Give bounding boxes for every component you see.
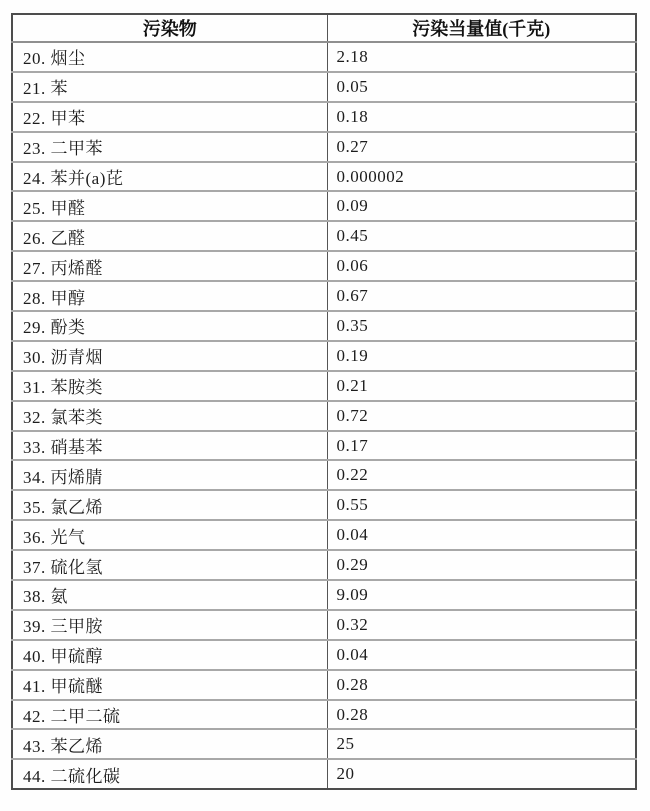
pollutant-cell: 30. 沥青烟 xyxy=(12,341,327,371)
pollutant-cell: 25. 甲醛 xyxy=(12,191,327,221)
equivalent-value-cell: 0.000002 xyxy=(327,162,636,192)
equivalent-value-cell: 0.18 xyxy=(327,102,636,132)
pollutant-cell: 22. 甲苯 xyxy=(12,102,327,132)
equivalent-value-cell: 0.27 xyxy=(327,132,636,162)
equivalent-value-cell: 0.06 xyxy=(327,251,636,281)
header-equivalent-value: 污染当量值(千克) xyxy=(327,14,636,42)
equivalent-value-cell: 9.09 xyxy=(327,580,636,610)
pollutant-cell: 27. 丙烯醛 xyxy=(12,251,327,281)
equivalent-value-cell: 0.72 xyxy=(327,401,636,431)
table-row xyxy=(12,281,636,311)
equivalent-value-cell: 0.32 xyxy=(327,610,636,640)
table-row xyxy=(12,610,636,640)
equivalent-value-cell: 0.17 xyxy=(327,431,636,461)
pollutant-cell: 29. 酚类 xyxy=(12,311,327,341)
equivalent-value-cell: 0.28 xyxy=(327,670,636,700)
pollutant-cell: 40. 甲硫醇 xyxy=(12,640,327,670)
table-row xyxy=(12,311,636,341)
equivalent-value-cell: 0.04 xyxy=(327,520,636,550)
pollutant-cell: 43. 苯乙烯 xyxy=(12,729,327,759)
pollutant-cell: 26. 乙醛 xyxy=(12,221,327,251)
pollutant-cell: 42. 二甲二硫 xyxy=(12,700,327,730)
pollutant-cell: 21. 苯 xyxy=(12,72,327,102)
equivalent-value-cell: 2.18 xyxy=(327,42,636,72)
table-row xyxy=(12,550,636,580)
table-row xyxy=(12,490,636,520)
equivalent-value-cell: 0.21 xyxy=(327,371,636,401)
equivalent-value-cell: 20 xyxy=(327,759,636,789)
table-row xyxy=(12,132,636,162)
pollutant-cell: 23. 二甲苯 xyxy=(12,132,327,162)
equivalent-value-cell: 0.04 xyxy=(327,640,636,670)
table-row xyxy=(12,401,636,431)
table-row xyxy=(12,700,636,730)
equivalent-value-cell: 0.35 xyxy=(327,311,636,341)
equivalent-value-cell: 0.67 xyxy=(327,281,636,311)
pollutant-cell: 33. 硝基苯 xyxy=(12,431,327,461)
pollutant-cell: 32. 氯苯类 xyxy=(12,401,327,431)
equivalent-value-cell: 0.05 xyxy=(327,72,636,102)
equivalent-value-cell: 0.28 xyxy=(327,700,636,730)
table-row xyxy=(12,221,636,251)
table-row xyxy=(12,759,636,789)
header-pollutant: 污染物 xyxy=(12,14,327,42)
table-row xyxy=(12,102,636,132)
equivalent-value-cell: 0.09 xyxy=(327,191,636,221)
table-header-row xyxy=(12,14,636,42)
table-row xyxy=(12,251,636,281)
equivalent-value-cell: 25 xyxy=(327,729,636,759)
equivalent-value-cell: 0.29 xyxy=(327,550,636,580)
pollutant-cell: 31. 苯胺类 xyxy=(12,371,327,401)
table-row xyxy=(12,191,636,221)
equivalent-value-cell: 0.22 xyxy=(327,460,636,490)
table-row xyxy=(12,431,636,461)
table-row xyxy=(12,640,636,670)
table-row xyxy=(12,72,636,102)
pollutant-equivalent-table xyxy=(11,13,637,790)
table-row xyxy=(12,460,636,490)
pollutant-cell: 38. 氨 xyxy=(12,580,327,610)
table-row xyxy=(12,670,636,700)
table-row xyxy=(12,729,636,759)
table-row xyxy=(12,162,636,192)
pollutant-cell: 28. 甲醇 xyxy=(12,281,327,311)
pollutant-cell: 36. 光气 xyxy=(12,520,327,550)
pollutant-cell: 44. 二硫化碳 xyxy=(12,759,327,789)
pollutant-cell: 41. 甲硫醚 xyxy=(12,670,327,700)
pollutant-cell: 39. 三甲胺 xyxy=(12,610,327,640)
pollutant-cell: 37. 硫化氢 xyxy=(12,550,327,580)
pollutant-cell: 35. 氯乙烯 xyxy=(12,490,327,520)
equivalent-value-cell: 0.55 xyxy=(327,490,636,520)
table-row xyxy=(12,371,636,401)
table-row xyxy=(12,341,636,371)
pollutant-cell: 24. 苯并(a)芘 xyxy=(12,162,327,192)
table-row xyxy=(12,580,636,610)
table-row xyxy=(12,520,636,550)
pollutant-cell: 20. 烟尘 xyxy=(12,42,327,72)
table-row xyxy=(12,42,636,72)
table-body xyxy=(12,42,636,789)
equivalent-value-cell: 0.45 xyxy=(327,221,636,251)
equivalent-value-cell: 0.19 xyxy=(327,341,636,371)
pollutant-cell: 34. 丙烯腈 xyxy=(12,460,327,490)
